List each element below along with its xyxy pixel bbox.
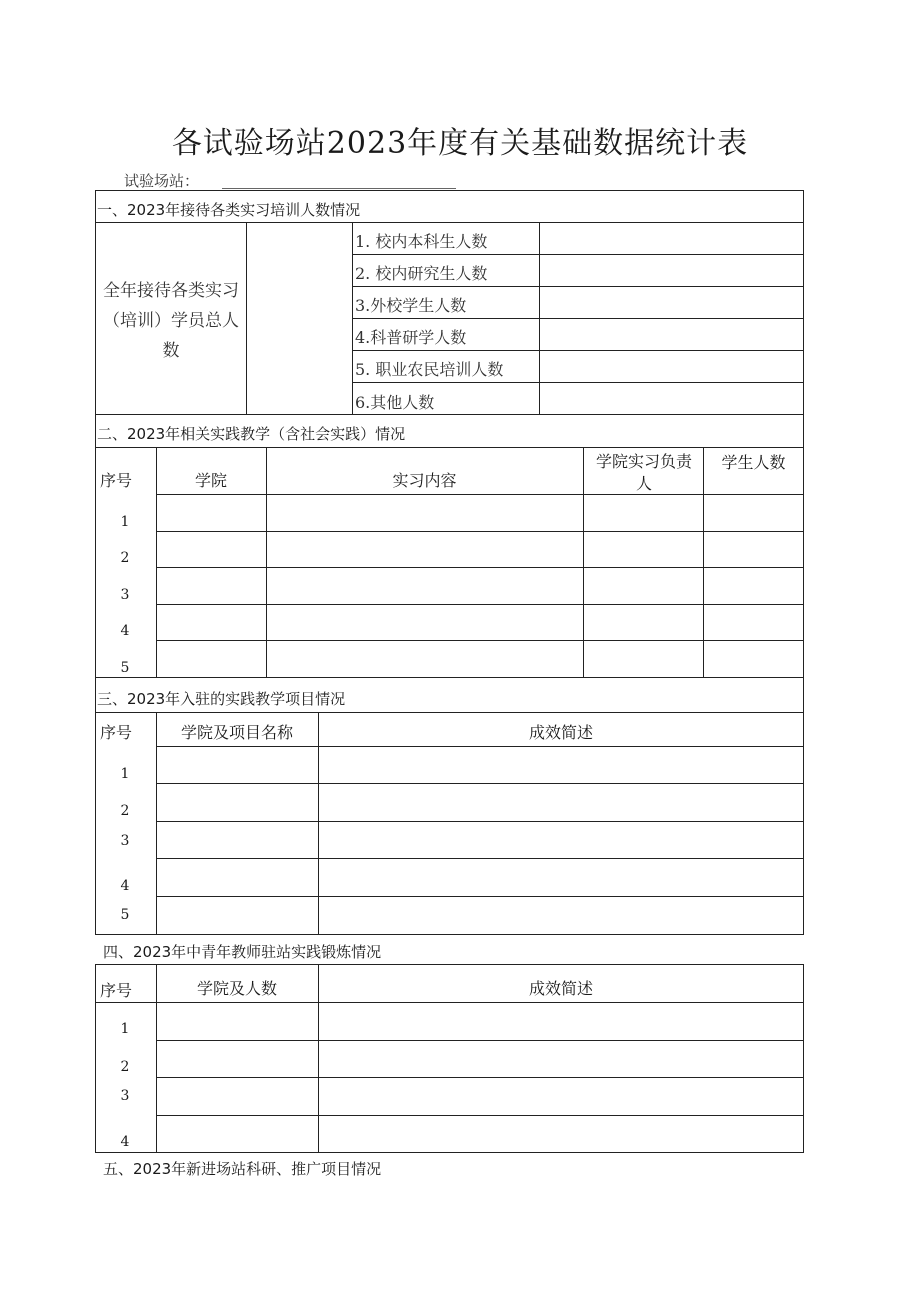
s3-row-number: 1 — [120, 766, 130, 782]
s3-row-number: 2 — [120, 803, 130, 819]
s3-header-index: 序号 — [99, 723, 132, 742]
page-title: 各试验场站2023年度有关基础数据统计表 — [171, 126, 749, 161]
s3-header-project: 学院及项目名称 — [180, 723, 293, 742]
section1-heading: 一、2023年接待各类实习培训人数情况 — [97, 201, 361, 219]
s2-row-number: 1 — [120, 514, 130, 530]
category-other: 6.其他人数 — [355, 393, 435, 412]
s2-row-number: 4 — [120, 623, 130, 639]
s4-header-outcome: 成效简述 — [528, 979, 593, 998]
s2-row-number: 2 — [120, 550, 130, 566]
station-label: 试验场站： — [124, 172, 200, 190]
s3-row-number: 5 — [120, 907, 130, 923]
category-undergrad: 1. 校内本科生人数 — [355, 232, 488, 251]
section5-heading: 五、2023年新进场站科研、推广项目情况 — [103, 1160, 382, 1178]
s4-row-number: 2 — [120, 1059, 130, 1075]
category-farmer: 5. 职业农民培训人数 — [355, 360, 504, 379]
category-science: 4.科普研学人数 — [355, 328, 467, 347]
s2-header-supervisor: 学院实习负责人 — [595, 452, 692, 493]
s2-row-number: 3 — [120, 587, 130, 603]
s4-row-number: 4 — [120, 1134, 130, 1150]
section2-heading: 二、2023年相关实践教学（含社会实践）情况 — [97, 425, 406, 443]
section4-heading: 四、2023年中青年教师驻站实践锻炼情况 — [103, 943, 382, 961]
s4-header-index: 序号 — [99, 981, 132, 1000]
s3-row-number: 4 — [120, 878, 130, 894]
station-input-line[interactable] — [222, 188, 456, 189]
s3-row-number: 3 — [120, 833, 130, 849]
s4-row-number: 3 — [120, 1088, 130, 1104]
s2-header-index: 序号 — [99, 471, 132, 490]
total-trainees-label: 全年接待各类实习（培训）学员总人数 — [103, 281, 239, 361]
section3-heading: 三、2023年入驻的实践教学项目情况 — [97, 690, 346, 708]
s2-header-students: 学生人数 — [721, 453, 786, 472]
category-grad: 2. 校内研究生人数 — [355, 264, 488, 283]
s2-header-college: 学院 — [194, 471, 227, 490]
s4-header-college: 学院及人数 — [196, 979, 277, 998]
s2-row-number: 5 — [120, 660, 130, 676]
s2-header-content: 实习内容 — [392, 471, 457, 490]
category-external: 3.外校学生人数 — [355, 296, 467, 315]
s3-header-outcome: 成效简述 — [528, 723, 593, 742]
s4-row-number: 1 — [120, 1021, 130, 1037]
